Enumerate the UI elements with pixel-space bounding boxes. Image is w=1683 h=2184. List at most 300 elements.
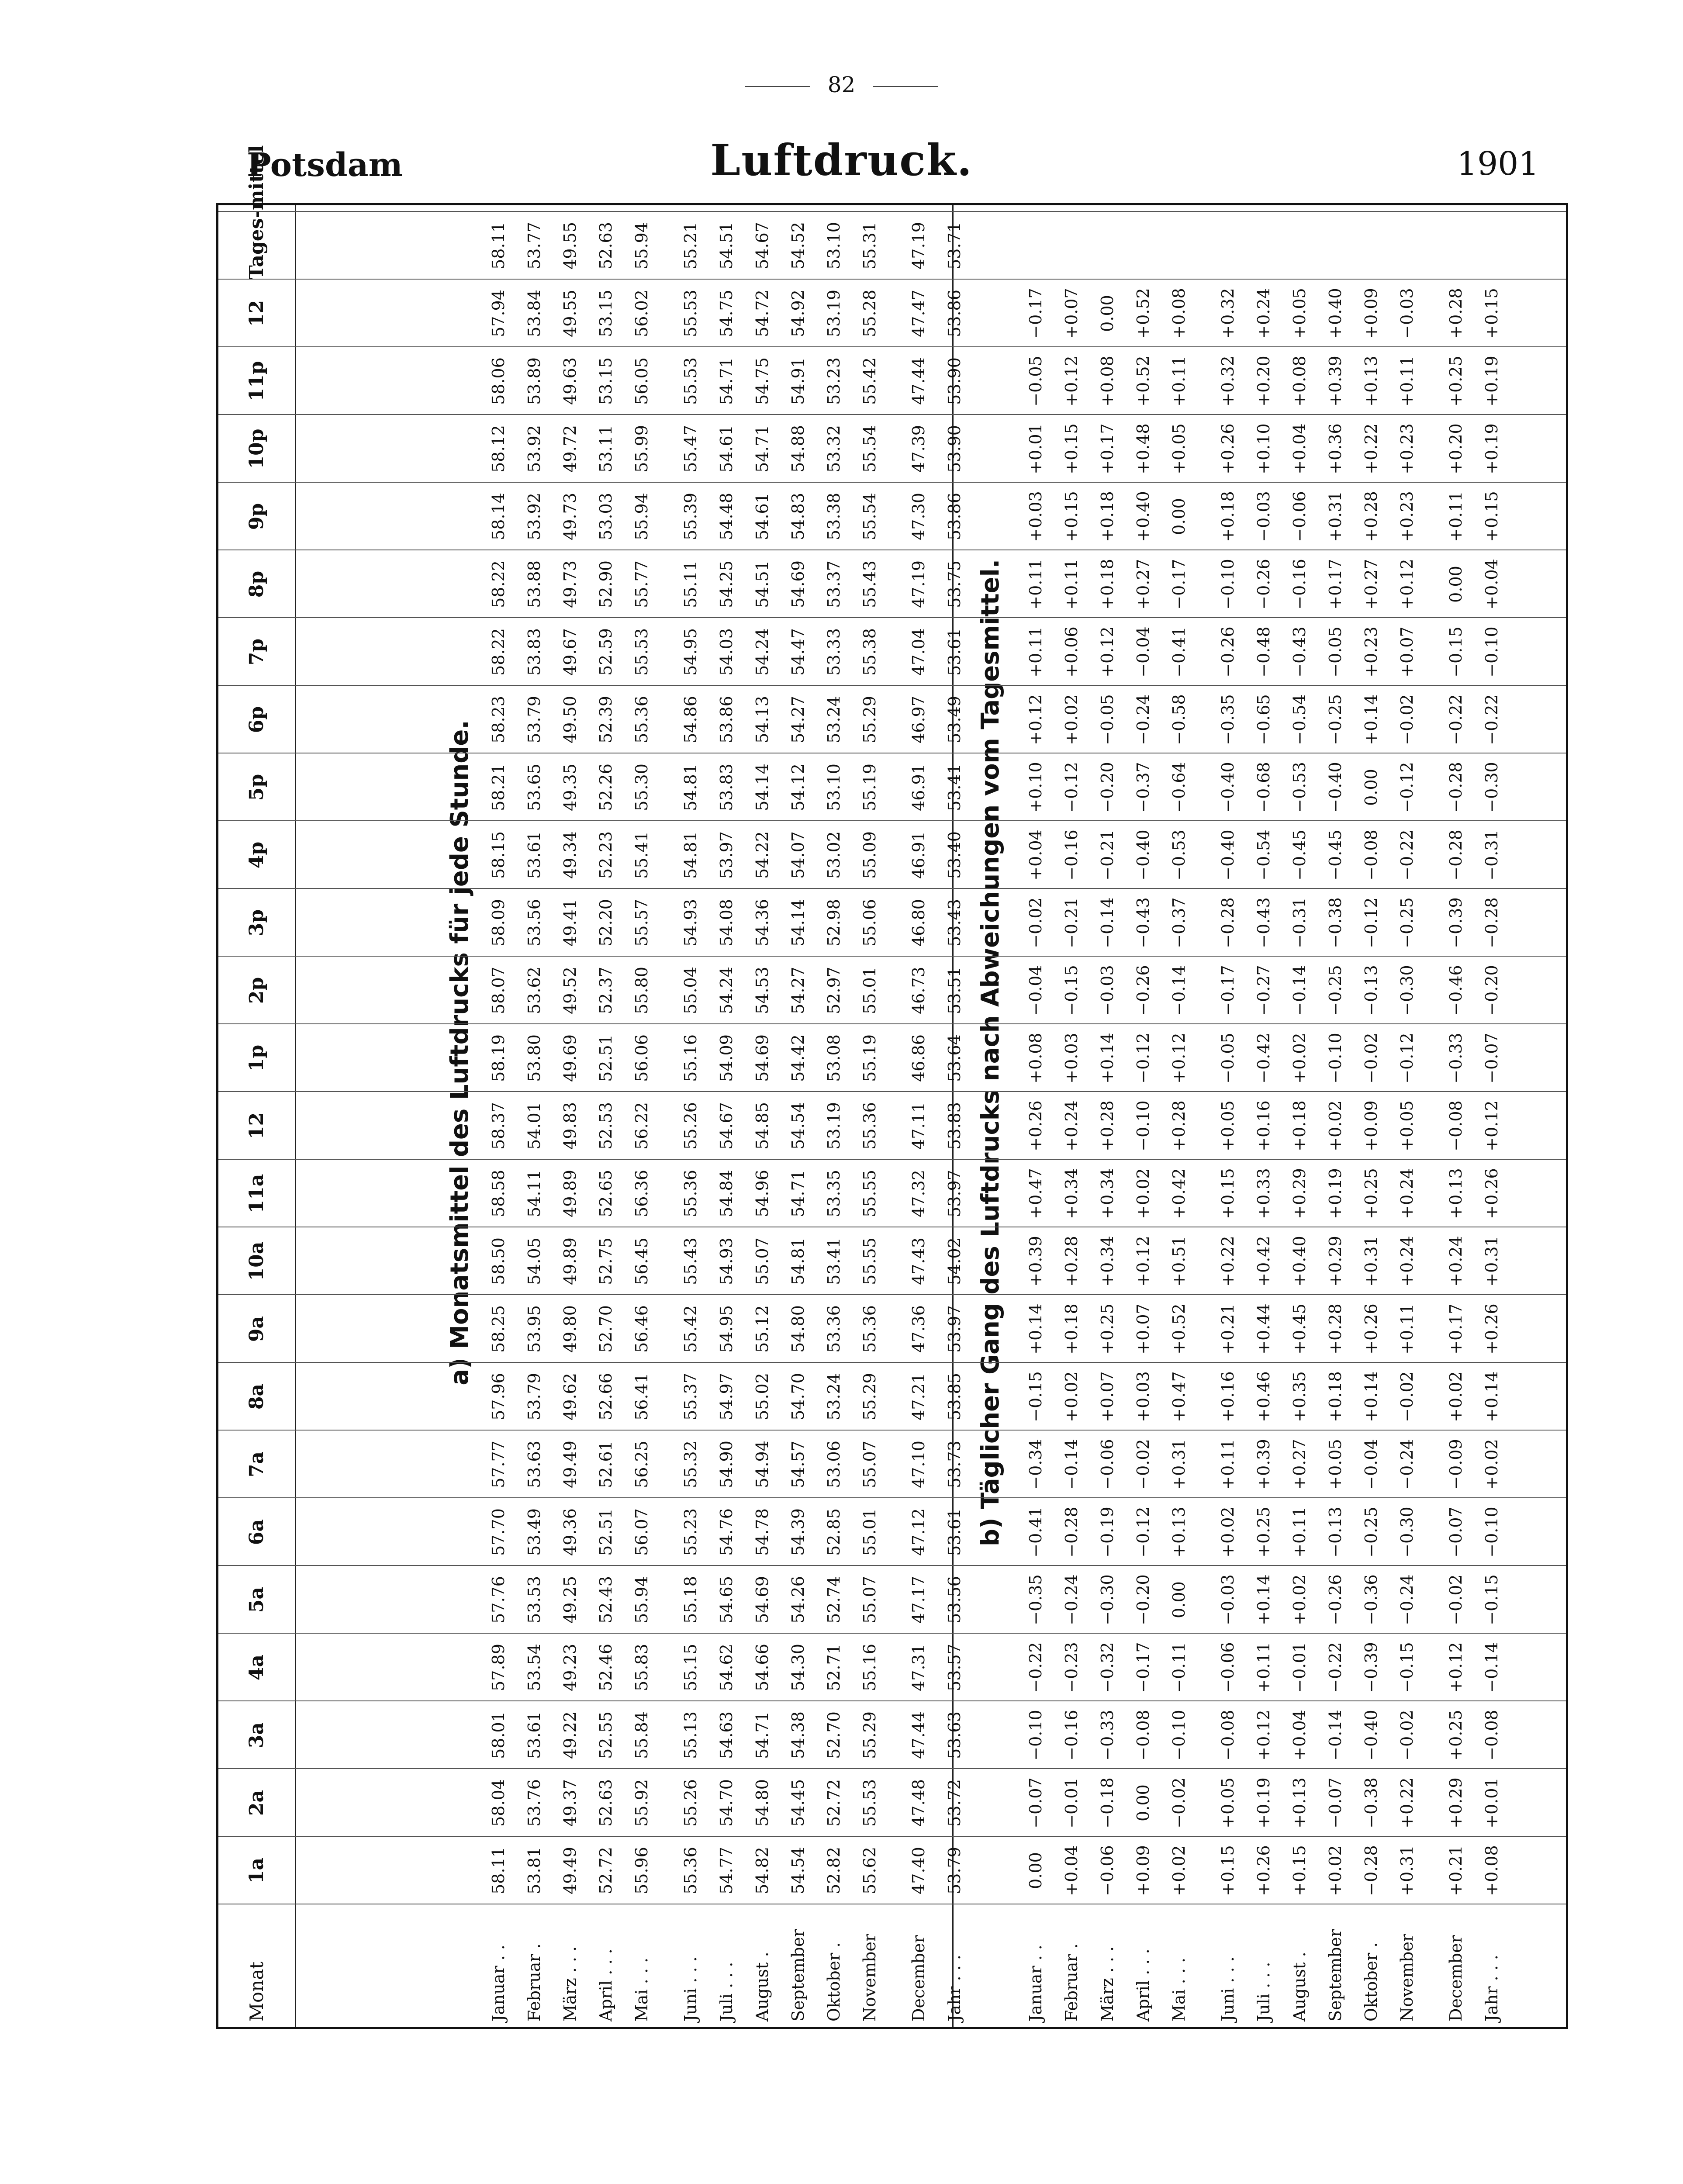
value-cell: +0.47	[1169, 1371, 1189, 1422]
value-cell: 55.19	[860, 1034, 879, 1082]
value-cell: 53.61	[525, 831, 544, 879]
value-cell: +0.12	[1134, 1236, 1153, 1287]
value-cell: 54.81	[681, 831, 700, 879]
value-cell: +0.52	[1134, 356, 1153, 407]
value-cell: 58.14	[489, 493, 508, 540]
month-label: Februar .	[1062, 1943, 1081, 2022]
value-cell: 54.97	[717, 1373, 736, 1420]
value-cell: 47.48	[909, 1779, 928, 1827]
value-cell: −0.39	[1446, 897, 1465, 948]
value-cell: −0.07	[1326, 1777, 1345, 1828]
value-cell: 55.55	[860, 1170, 879, 1217]
value-cell: +0.18	[1062, 1303, 1081, 1355]
value-cell: +0.24	[1062, 1100, 1081, 1151]
value-cell: −0.10	[1026, 1710, 1045, 1761]
header-location: Potsdam	[247, 146, 403, 184]
value-cell: 53.61	[525, 1711, 544, 1759]
value-cell: 53.19	[824, 290, 843, 337]
value-cell: +0.18	[1218, 491, 1237, 542]
value-cell: +0.48	[1134, 423, 1153, 474]
value-cell: 53.89	[525, 357, 544, 405]
value-cell: 54.27	[788, 696, 808, 743]
value-cell: 52.98	[824, 899, 843, 947]
value-cell: 53.24	[824, 1373, 843, 1420]
value-cell: 54.69	[788, 560, 808, 608]
value-cell: −0.28	[1218, 897, 1237, 948]
value-cell: +0.26	[1218, 423, 1237, 474]
value-cell: −0.27	[1254, 965, 1273, 1016]
column-header: 8p	[245, 570, 268, 598]
value-cell: +0.11	[1218, 1439, 1237, 1490]
value-cell: −0.12	[1397, 762, 1417, 813]
month-label: December	[1446, 1935, 1465, 2022]
month-label: August .	[753, 1952, 772, 2022]
value-cell: −0.43	[1290, 626, 1309, 677]
column-header: 4a	[245, 1654, 268, 1681]
value-cell: 54.67	[753, 222, 772, 270]
value-cell: −0.05	[1026, 356, 1045, 407]
value-cell: +0.32	[1218, 356, 1237, 407]
value-cell: 56.41	[632, 1373, 651, 1420]
value-cell: −0.08	[1362, 829, 1381, 881]
value-cell: 53.86	[945, 493, 964, 540]
value-cell: 58.23	[489, 696, 508, 743]
value-cell: 55.29	[860, 1711, 879, 1759]
value-cell: +0.44	[1254, 1303, 1273, 1355]
value-cell: +0.17	[1098, 423, 1117, 474]
value-cell: 58.22	[489, 560, 508, 608]
table-row	[1018, 205, 1054, 2027]
value-cell: 54.24	[717, 967, 736, 1014]
value-cell: +0.12	[1098, 626, 1117, 677]
table-row	[1353, 205, 1389, 2027]
value-cell: −0.01	[1290, 1642, 1309, 1693]
value-cell: +0.11	[1026, 626, 1045, 677]
value-cell: 54.92	[788, 290, 808, 337]
value-cell: +0.11	[1446, 491, 1465, 542]
value-cell: 47.39	[909, 425, 928, 473]
value-cell: +0.13	[1169, 1507, 1189, 1558]
value-cell: 55.13	[681, 1711, 700, 1759]
value-cell: 55.39	[681, 493, 700, 540]
value-cell: −0.16	[1062, 829, 1081, 881]
table-row	[1438, 205, 1474, 2027]
value-cell: 49.55	[560, 290, 580, 337]
value-cell: +0.19	[1326, 1168, 1345, 1219]
value-cell: 55.31	[860, 222, 879, 270]
value-cell: +0.09	[1362, 288, 1381, 339]
value-cell: +0.04	[1482, 559, 1501, 610]
value-cell: 53.86	[717, 696, 736, 743]
value-cell: 47.43	[909, 1237, 928, 1285]
value-cell: 53.81	[525, 1847, 544, 1894]
value-cell: 0.00	[1098, 295, 1117, 332]
value-cell: −0.04	[1026, 965, 1045, 1016]
column-header: 7a	[245, 1451, 268, 1478]
value-cell: 49.37	[560, 1779, 580, 1827]
value-cell: 58.37	[489, 1102, 508, 1150]
value-cell: 53.83	[525, 628, 544, 676]
value-cell: −0.58	[1169, 694, 1189, 745]
month-label: März . . .	[560, 1946, 580, 2022]
value-cell: 49.69	[560, 1034, 580, 1082]
value-cell: 54.75	[717, 290, 736, 337]
value-cell: 53.63	[525, 1441, 544, 1488]
value-cell: 49.80	[560, 1305, 580, 1353]
value-cell: +0.40	[1134, 491, 1153, 542]
value-cell: 54.09	[717, 1034, 736, 1082]
value-cell: 53.56	[525, 899, 544, 947]
value-cell: −0.10	[1134, 1100, 1153, 1151]
value-cell: +0.02	[1169, 1845, 1189, 1896]
month-label: September	[1326, 1929, 1345, 2022]
value-cell: −0.08	[1446, 1100, 1465, 1151]
value-cell: −0.02	[1026, 897, 1045, 948]
month-label: Februar .	[525, 1943, 544, 2022]
value-cell: +0.26	[1362, 1303, 1381, 1355]
value-cell: +0.03	[1134, 1371, 1153, 1422]
value-cell: +0.39	[1026, 1236, 1045, 1287]
value-cell: +0.09	[1134, 1845, 1153, 1896]
value-cell: 55.94	[632, 222, 651, 270]
value-cell: +0.19	[1254, 1777, 1273, 1828]
value-cell: 58.58	[489, 1170, 508, 1217]
value-cell: −0.15	[1482, 1574, 1501, 1625]
value-cell: −0.26	[1218, 626, 1237, 677]
value-cell: 55.53	[681, 357, 700, 405]
month-label: September	[788, 1929, 808, 2022]
value-cell: 55.54	[860, 425, 879, 473]
value-cell: 53.49	[945, 696, 964, 743]
value-cell: 49.73	[560, 560, 580, 608]
value-cell: −0.10	[1482, 626, 1501, 677]
value-cell: +0.22	[1362, 423, 1381, 474]
table-row	[1317, 205, 1353, 2027]
value-cell: +0.21	[1218, 1303, 1237, 1355]
value-cell: +0.12	[1482, 1100, 1501, 1151]
value-cell: 57.96	[489, 1373, 508, 1420]
column-header: 3p	[245, 909, 268, 936]
value-cell: 52.82	[824, 1847, 843, 1894]
value-cell: −0.17	[1218, 965, 1237, 1016]
value-cell: −0.15	[1446, 626, 1465, 677]
month-label: Mai . . .	[632, 1957, 651, 2022]
value-cell: +0.11	[1169, 356, 1189, 407]
value-cell: 55.12	[753, 1305, 772, 1353]
value-cell: +0.11	[1397, 1303, 1417, 1355]
value-cell: +0.51	[1169, 1236, 1189, 1287]
value-cell: 55.38	[860, 628, 879, 676]
value-cell: 57.94	[489, 290, 508, 337]
value-cell: 53.80	[525, 1034, 544, 1082]
column-header: 7p	[245, 638, 268, 666]
value-cell: +0.12	[1169, 1033, 1189, 1084]
value-cell: −0.05	[1098, 694, 1117, 745]
value-cell: −0.11	[1169, 1642, 1189, 1693]
value-cell: +0.20	[1254, 356, 1273, 407]
value-cell: 55.37	[681, 1373, 700, 1420]
value-cell: +0.28	[1362, 491, 1381, 542]
value-cell: +0.07	[1098, 1371, 1117, 1422]
value-cell: 52.74	[824, 1576, 843, 1624]
value-cell: 52.72	[824, 1779, 843, 1827]
value-cell: 53.86	[945, 290, 964, 337]
value-cell: 54.70	[788, 1373, 808, 1420]
value-cell: 58.21	[489, 764, 508, 811]
value-cell: −0.22	[1397, 829, 1417, 881]
value-cell: +0.04	[1290, 423, 1309, 474]
value-cell: 53.06	[824, 1441, 843, 1488]
value-cell: 55.92	[632, 1779, 651, 1827]
value-cell: −0.02	[1169, 1777, 1189, 1828]
value-cell: −0.21	[1062, 897, 1081, 948]
value-cell: −0.24	[1397, 1574, 1417, 1625]
value-cell: 54.22	[753, 831, 772, 879]
value-cell: +0.11	[1397, 356, 1417, 407]
month-label: Juni . . .	[1218, 1956, 1237, 2022]
value-cell: −0.04	[1362, 1439, 1381, 1490]
value-cell: 47.17	[909, 1576, 928, 1624]
value-cell: −0.12	[1362, 897, 1381, 948]
value-cell: +0.16	[1254, 1100, 1273, 1151]
value-cell: 55.32	[681, 1441, 700, 1488]
value-cell: +0.34	[1098, 1168, 1117, 1219]
value-cell: +0.02	[1290, 1574, 1309, 1625]
value-cell: 54.91	[788, 357, 808, 405]
month-label: Juni . . .	[681, 1956, 700, 2022]
column-header: 5a	[245, 1586, 268, 1613]
value-cell: 53.37	[824, 560, 843, 608]
column-header: 1p	[245, 1044, 268, 1072]
value-cell: +0.05	[1169, 423, 1189, 474]
value-cell: +0.25	[1446, 356, 1465, 407]
value-cell: −0.33	[1098, 1710, 1117, 1761]
value-cell: 53.49	[525, 1508, 544, 1556]
value-cell: −0.30	[1098, 1574, 1117, 1625]
value-cell: +0.12	[1026, 694, 1045, 745]
value-cell: 53.92	[525, 493, 544, 540]
value-cell: 54.65	[717, 1576, 736, 1624]
month-label: März . . .	[1098, 1946, 1117, 2022]
value-cell: −0.40	[1218, 762, 1237, 813]
value-cell: 55.06	[860, 899, 879, 947]
value-cell: +0.19	[1482, 423, 1501, 474]
value-cell: 47.04	[909, 628, 928, 676]
value-cell: −0.31	[1290, 897, 1309, 948]
value-cell: +0.34	[1098, 1236, 1117, 1287]
value-cell: 53.95	[525, 1305, 544, 1353]
value-cell: 49.89	[560, 1237, 580, 1285]
value-cell: +0.05	[1218, 1777, 1237, 1828]
value-cell: +0.02	[1062, 1371, 1081, 1422]
month-label: Juli . . .	[717, 1962, 736, 2022]
value-cell: 47.40	[909, 1847, 928, 1894]
value-cell: −0.15	[1026, 1371, 1045, 1422]
value-cell: −0.35	[1026, 1574, 1045, 1625]
value-cell: 0.00	[1134, 1784, 1153, 1821]
value-cell: +0.39	[1326, 356, 1345, 407]
value-cell: −0.05	[1218, 1033, 1237, 1084]
value-cell: +0.15	[1290, 1845, 1309, 1896]
month-label: Oktober .	[1362, 1942, 1381, 2022]
value-cell: 0.00	[1026, 1852, 1045, 1889]
value-cell: +0.26	[1482, 1168, 1501, 1219]
value-cell: 56.45	[632, 1237, 651, 1285]
table-row	[816, 205, 852, 2027]
value-cell: +0.28	[1446, 288, 1465, 339]
value-cell: +0.26	[1026, 1100, 1045, 1151]
value-cell: −0.06	[1290, 491, 1309, 542]
value-cell: 54.85	[753, 1102, 772, 1150]
value-cell: +0.15	[1482, 288, 1501, 339]
value-cell: −0.30	[1397, 1507, 1417, 1558]
value-cell: +0.26	[1254, 1845, 1273, 1896]
month-label: April . . .	[1134, 1949, 1153, 2022]
value-cell: 55.94	[632, 493, 651, 540]
value-cell: 53.41	[824, 1237, 843, 1285]
value-cell: +0.14	[1254, 1574, 1273, 1625]
value-cell: 55.36	[681, 1847, 700, 1894]
value-cell: 0.00	[1446, 566, 1465, 603]
value-cell: 53.36	[824, 1305, 843, 1353]
value-cell: 53.62	[525, 967, 544, 1014]
column-header: 5p	[245, 774, 268, 801]
value-cell: 54.62	[717, 1644, 736, 1691]
value-cell: 55.53	[860, 1779, 879, 1827]
value-cell: 55.54	[860, 493, 879, 540]
value-cell: 54.25	[717, 560, 736, 608]
value-cell: 54.07	[788, 831, 808, 879]
value-cell: 55.18	[681, 1576, 700, 1624]
column-header: 9p	[245, 503, 268, 530]
value-cell: +0.31	[1169, 1439, 1189, 1490]
value-cell: 55.41	[632, 831, 651, 879]
value-cell: −0.03	[1098, 965, 1117, 1016]
value-cell: 58.25	[489, 1305, 508, 1353]
value-cell: 54.38	[788, 1711, 808, 1759]
value-cell: 53.97	[945, 1170, 964, 1217]
value-cell: 53.41	[945, 764, 964, 811]
value-cell: −0.31	[1482, 829, 1501, 881]
value-cell: −0.53	[1169, 829, 1189, 881]
value-cell: 47.36	[909, 1305, 928, 1353]
value-cell: 54.90	[717, 1441, 736, 1488]
value-cell: 53.90	[945, 425, 964, 473]
value-cell: 54.86	[681, 696, 700, 743]
value-cell: +0.47	[1026, 1168, 1045, 1219]
value-cell: −0.46	[1446, 965, 1465, 1016]
value-cell: 54.78	[753, 1508, 772, 1556]
value-cell: 53.79	[945, 1847, 964, 1894]
value-cell: −0.40	[1134, 829, 1153, 881]
value-cell: −0.18	[1098, 1777, 1117, 1828]
value-cell: 52.70	[824, 1711, 843, 1759]
value-cell: 54.54	[788, 1102, 808, 1150]
value-cell: 49.49	[560, 1847, 580, 1894]
value-cell: +0.27	[1362, 559, 1381, 610]
value-cell: +0.18	[1290, 1100, 1309, 1151]
value-cell: 47.44	[909, 1711, 928, 1759]
column-header: 11p	[245, 361, 268, 401]
value-cell: +0.08	[1482, 1845, 1501, 1896]
value-cell: −0.36	[1362, 1574, 1381, 1625]
table-row	[1474, 205, 1510, 2027]
value-cell: −0.39	[1362, 1642, 1381, 1693]
value-cell: 53.02	[824, 831, 843, 879]
value-cell: 54.14	[788, 899, 808, 947]
value-cell: 52.43	[596, 1576, 615, 1624]
value-cell: 49.52	[560, 967, 580, 1014]
value-cell: −0.53	[1290, 762, 1309, 813]
value-cell: 54.69	[753, 1576, 772, 1624]
value-cell: 53.72	[945, 1779, 964, 1827]
value-cell: +0.32	[1218, 288, 1237, 339]
value-cell: 52.39	[596, 696, 615, 743]
value-cell: −0.54	[1290, 694, 1309, 745]
value-cell: −0.22	[1446, 694, 1465, 745]
value-cell: 52.70	[596, 1305, 615, 1353]
value-cell: +0.18	[1098, 491, 1117, 542]
value-cell: 55.23	[681, 1508, 700, 1556]
month-label: Januar . .	[489, 1945, 508, 2022]
table-row	[1161, 205, 1197, 2027]
value-cell: −0.30	[1482, 762, 1501, 813]
value-cell: 55.83	[632, 1644, 651, 1691]
value-cell: −0.64	[1169, 762, 1189, 813]
value-cell: 54.88	[788, 425, 808, 473]
column-header: 1a	[245, 1857, 268, 1884]
column-header: 9a	[245, 1316, 268, 1342]
month-label: Januar . .	[1026, 1945, 1045, 2022]
value-cell: +0.09	[1362, 1100, 1381, 1151]
value-cell: 53.97	[945, 1305, 964, 1353]
value-cell: 52.85	[824, 1508, 843, 1556]
value-cell: +0.12	[1062, 356, 1081, 407]
column-header: 10p	[245, 429, 268, 469]
value-cell: 54.80	[753, 1779, 772, 1827]
value-cell: 54.03	[717, 628, 736, 676]
value-cell: +0.05	[1218, 1100, 1237, 1151]
value-cell: −0.40	[1362, 1710, 1381, 1761]
value-cell: +0.15	[1218, 1845, 1237, 1896]
value-cell: 49.63	[560, 357, 580, 405]
table-row	[937, 205, 972, 2027]
value-cell: 46.91	[909, 831, 928, 879]
value-cell: −0.12	[1397, 1033, 1417, 1084]
value-cell: −0.38	[1362, 1777, 1381, 1828]
value-cell: 58.11	[489, 1847, 508, 1894]
value-cell: 53.71	[945, 222, 964, 270]
value-cell: −0.12	[1134, 1507, 1153, 1558]
value-cell: 49.55	[560, 222, 580, 270]
value-cell: −0.16	[1062, 1710, 1081, 1761]
value-cell: 55.43	[681, 1237, 700, 1285]
value-cell: 54.93	[717, 1237, 736, 1285]
value-cell: −0.02	[1446, 1574, 1465, 1625]
value-cell: −0.04	[1134, 626, 1153, 677]
value-cell: −0.19	[1098, 1507, 1117, 1558]
value-cell: −0.14	[1169, 965, 1189, 1016]
value-cell: −0.33	[1446, 1033, 1465, 1084]
value-cell: −0.43	[1254, 897, 1273, 948]
value-cell: 53.77	[525, 222, 544, 270]
value-cell: 57.89	[489, 1644, 508, 1691]
column-header: 11a	[245, 1174, 268, 1213]
value-cell: 57.77	[489, 1441, 508, 1488]
value-cell: +0.04	[1026, 829, 1045, 881]
value-cell: 54.01	[525, 1102, 544, 1150]
value-cell: 54.54	[788, 1847, 808, 1894]
